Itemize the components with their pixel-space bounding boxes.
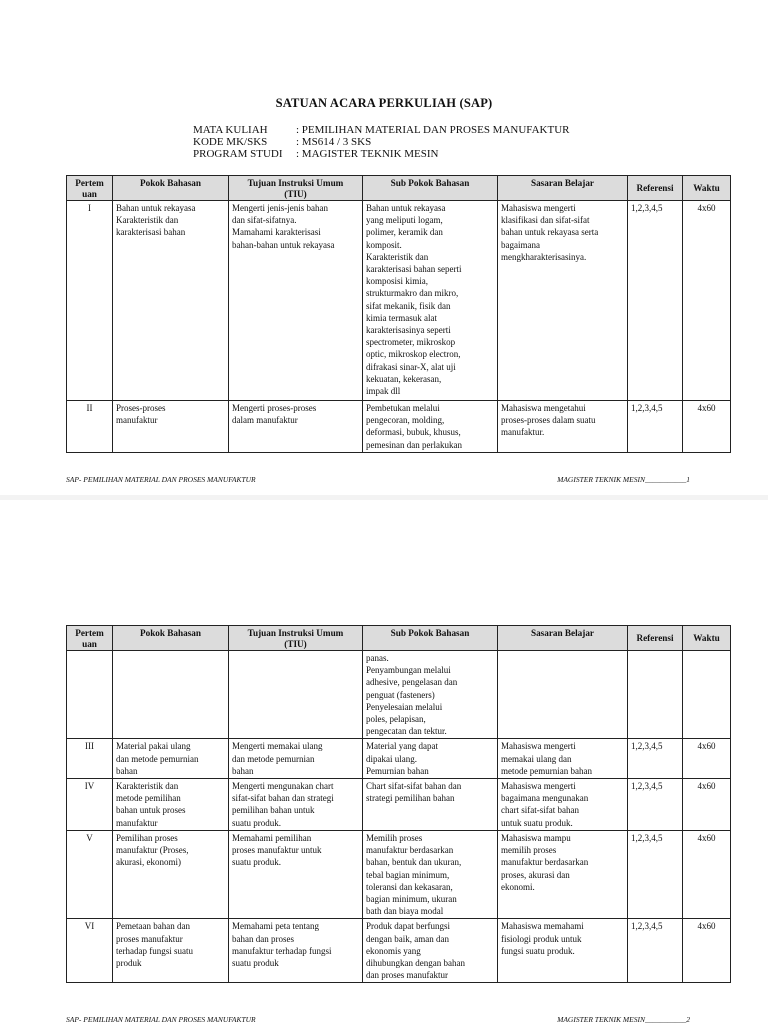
sap-table-1 — [66, 175, 731, 453]
table-row — [67, 401, 731, 453]
cell-waktu: 4x60 — [683, 739, 731, 779]
header-sasaran: Sasaran Belajar — [498, 176, 628, 201]
cell-sub-pokok-bahasan: Chart sifat-sifat bahan dan strategi pemilihan bahan — [363, 779, 498, 831]
cell-tiu: Mengerti memakai ulang dan metode pemurnian bahan — [229, 739, 363, 779]
cell-referensi: 1,2,3,4,5 — [628, 201, 683, 401]
cell-waktu: 4x60 — [683, 201, 731, 401]
cell-waktu — [683, 651, 731, 739]
cell-tiu: Mengerti jenis-jenis bahan dan sifat-sifatnya. Mamahami karakterisasi bahan-bahan untuk rekayasa — [229, 201, 363, 401]
cell-referensi: 1,2,3,4,5 — [628, 739, 683, 779]
cell-pertemuan: I — [67, 201, 113, 401]
document-page-2 — [0, 500, 768, 1024]
cell-pertemuan: VI — [67, 919, 113, 983]
cell-waktu: 4x60 — [683, 831, 731, 919]
meta-value: : MS614 / 3 SKS — [296, 136, 372, 148]
cell-referensi: 1,2,3,4,5 — [628, 919, 683, 983]
cell-tiu — [229, 651, 363, 739]
cell-pertemuan: III — [67, 739, 113, 779]
header-sasaran: Sasaran Belajar — [498, 626, 628, 651]
header-tiu: Tujuan Instruksi Umum (TIU) — [229, 626, 363, 651]
cell-sub-pokok-bahasan: Bahan untuk rekayasa yang meliputi logam, polimer, keramik dan komposit. Karakteristik dan karakterisasi bahan seperti komposisi kimia, strukturmakro dan mikro, sifat mekanik, fisik dan kimia termasuk alat karakterisasinya seperti spectrometer, mikroskop optic, mikroskop electron, difrakasi sinar-X, alat uji kekuatan, kekerasan, impak dll — [363, 201, 498, 401]
header-referensi: Referensi — [628, 176, 683, 201]
cell-referensi: 1,2,3,4,5 — [628, 779, 683, 831]
meta-row-kode-mk — [193, 136, 570, 148]
table-row — [67, 779, 731, 831]
cell-pertemuan: II — [67, 401, 113, 453]
cell-pokok-bahasan: Karakteristik dan metode pemilihan bahan untuk proses manufaktur — [113, 779, 229, 831]
footer-right: MAGISTER TEKNIK MESIN___________1 — [557, 475, 690, 484]
page-footer — [66, 1015, 690, 1024]
table-row — [67, 739, 731, 779]
cell-waktu: 4x60 — [683, 779, 731, 831]
header-pertemuan: Pertem uan — [67, 176, 113, 201]
meta-label: PROGRAM STUDI — [193, 148, 283, 160]
cell-referensi: 1,2,3,4,5 — [628, 401, 683, 453]
cell-referensi: 1,2,3,4,5 — [628, 831, 683, 919]
header-pokok-bahasan: Pokok Bahasan — [113, 176, 229, 201]
cell-tiu: Mengerti proses-proses dalam manufaktur — [229, 401, 363, 453]
cell-pokok-bahasan: Proses-proses manufaktur — [113, 401, 229, 453]
cell-pokok-bahasan: Pemetaan bahan dan proses manufaktur terhadap fungsi suatu produk — [113, 919, 229, 983]
meta-row-mata-kuliah — [193, 124, 570, 136]
meta-label: KODE MK/SKS — [193, 136, 268, 148]
cell-tiu: Memahami peta tentang bahan dan proses manufaktur terhadap fungsi suatu produk — [229, 919, 363, 983]
cell-pokok-bahasan: Bahan untuk rekayasa Karakteristik dan karakterisasi bahan — [113, 201, 229, 401]
meta-value: : MAGISTER TEKNIK MESIN — [296, 148, 439, 160]
header-sub-pokok: Sub Pokok Bahasan — [363, 176, 498, 201]
cell-pokok-bahasan — [113, 651, 229, 739]
cell-sasaran-belajar: Mahasiswa mengetahui proses-proses dalam suatu manufaktur. — [498, 401, 628, 453]
cell-sasaran-belajar: Mahasiswa mampu memilih proses manufaktur berdasarkan proses, akurasi dan ekonomi. — [498, 831, 628, 919]
cell-sub-pokok-bahasan: panas. Penyambungan melalui adhesive, pengelasan dan penguat (fasteners) Penyelesaian melalui poles, pelapisan, pengecatan dan tektur. — [363, 651, 498, 739]
header-pokok-bahasan: Pokok Bahasan — [113, 626, 229, 651]
cell-waktu: 4x60 — [683, 401, 731, 453]
page-footer — [66, 475, 690, 484]
cell-sasaran-belajar: Mahasiswa mengerti bagaimana mengunakan chart sifat-sifat bahan untuk suatu produk. — [498, 779, 628, 831]
table-row — [67, 919, 731, 983]
cell-sasaran-belajar: Mahasiswa mengerti memakai ulang dan metode pemurnian bahan — [498, 739, 628, 779]
header-waktu: Waktu — [683, 626, 731, 651]
cell-tiu: Memahami pemilihan proses manufaktur untuk suatu produk. — [229, 831, 363, 919]
cell-sub-pokok-bahasan: Material yang dapat dipakai ulang. Pemurnian bahan — [363, 739, 498, 779]
header-referensi: Referensi — [628, 626, 683, 651]
table-row — [67, 651, 731, 739]
cell-sasaran-belajar: Mahasiswa mengerti klasifikasi dan sifat-sifat bahan untuk rekayasa serta bagaimana mengkharakterisasinya. — [498, 201, 628, 401]
cell-waktu: 4x60 — [683, 919, 731, 983]
table-row — [67, 831, 731, 919]
cell-pertemuan — [67, 651, 113, 739]
header-tiu: Tujuan Instruksi Umum (TIU) — [229, 176, 363, 201]
cell-pokok-bahasan: Pemilihan proses manufaktur (Proses, akurasi, ekonomi) — [113, 831, 229, 919]
cell-sub-pokok-bahasan: Memilih proses manufaktur berdasarkan bahan, bentuk dan ukuran, tebal bagian minimum, toleransi dan kekasaran, bagian minimum, ukuran bath dan biaya modal — [363, 831, 498, 919]
meta-row-program-studi — [193, 148, 570, 160]
cell-referensi — [628, 651, 683, 739]
page-title: SATUAN ACARA PERKULIAH (SAP) — [275, 96, 493, 110]
meta-value: : PEMILIHAN MATERIAL DAN PROSES MANUFAKTUR — [296, 124, 570, 136]
cell-sasaran-belajar: Mahasiswa memahami fisiologi produk untuk fungsi suatu produk. — [498, 919, 628, 983]
cell-sub-pokok-bahasan: Pembetukan melalui pengecoran, molding, deformasi, bubuk, khusus, pemesinan dan perlakukan — [363, 401, 498, 453]
footer-right: MAGISTER TEKNIK MESIN___________2 — [557, 1015, 690, 1024]
footer-left: SAP- PEMILIHAN MATERIAL DAN PROSES MANUFAKTUR — [66, 1015, 256, 1024]
header-waktu: Waktu — [683, 176, 731, 201]
table-row — [67, 201, 731, 401]
cell-sasaran-belajar — [498, 651, 628, 739]
meta-label: MATA KULIAH — [193, 124, 268, 136]
course-meta — [193, 124, 570, 160]
sap-table-2 — [66, 625, 731, 983]
cell-tiu: Mengerti mengunakan chart sifat-sifat bahan dan strategi pemilihan bahan untuk suatu produk. — [229, 779, 363, 831]
cell-sub-pokok-bahasan: Produk dapat berfungsi dengan baik, aman dan ekonomis yang dihubungkan dengan bahan dan proses manufaktur — [363, 919, 498, 983]
header-pertemuan: Pertem uan — [67, 626, 113, 651]
cell-pokok-bahasan: Material pakai ulang dan metode pemurnian bahan — [113, 739, 229, 779]
document-page-1 — [0, 0, 768, 495]
footer-left: SAP- PEMILIHAN MATERIAL DAN PROSES MANUFAKTUR — [66, 475, 256, 484]
cell-pertemuan: IV — [67, 779, 113, 831]
header-sub-pokok: Sub Pokok Bahasan — [363, 626, 498, 651]
cell-pertemuan: V — [67, 831, 113, 919]
